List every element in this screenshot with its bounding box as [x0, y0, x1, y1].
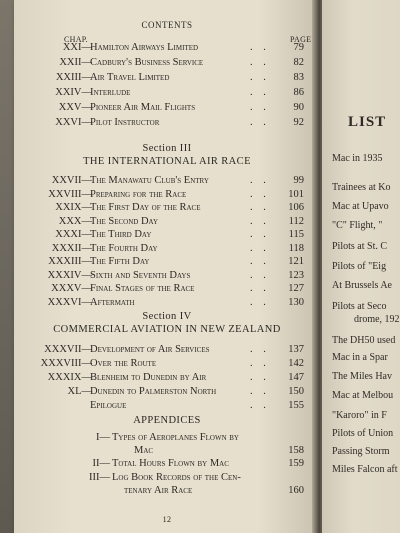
- section-4-label: Section IV: [142, 311, 192, 322]
- page-ref: 150: [288, 386, 304, 397]
- toc-entry: [14, 42, 320, 56]
- leader-dots: . .: [250, 296, 270, 308]
- page-ref: 106: [288, 202, 304, 213]
- list-page-title: LIST: [348, 114, 387, 130]
- toc-entry: [14, 202, 320, 216]
- chapter-number: XXIII—: [55, 72, 92, 83]
- page-ref: 130: [288, 296, 304, 308]
- list-entry: Miles Falcon aft: [332, 464, 398, 475]
- list-entry: Mac at Upavo: [332, 201, 389, 212]
- appendix-page-ref: 160: [288, 485, 304, 496]
- appendix-title: Types of Aeroplanes Flown by: [112, 432, 239, 443]
- page-ref: 112: [288, 215, 304, 227]
- toc-entry: [14, 386, 320, 400]
- chapter-title: Pioneer Air Mail Flights: [90, 102, 196, 113]
- leader-dots: . .: [250, 372, 270, 383]
- page-ref: 101: [288, 188, 304, 200]
- list-page: [322, 0, 400, 533]
- list-entry: Pilots at St. C: [332, 241, 388, 252]
- list-entry: drome, 192: [354, 314, 400, 325]
- toc-entry: [14, 372, 320, 386]
- leader-dots: . .: [250, 72, 270, 83]
- chapter-title: Blenheim to Dunedin by Air: [90, 372, 207, 383]
- leader-dots: . .: [250, 117, 270, 128]
- page-ref: 142: [288, 358, 304, 369]
- chapter-title: Preparing for the Race: [90, 188, 187, 200]
- appendix-number: III—: [89, 472, 110, 483]
- leader-dots: . .: [250, 269, 270, 281]
- chapter-title: Hamilton Airways Limited: [90, 42, 199, 53]
- chapter-number: XXXVI—: [47, 296, 92, 308]
- chapter-number: XXX—: [58, 215, 92, 227]
- chapter-number: XXVII—: [51, 175, 92, 186]
- leader-dots: . .: [250, 229, 270, 240]
- chapter-number: XXII—: [59, 57, 92, 68]
- leader-dots: . .: [250, 242, 270, 254]
- leader-dots: . .: [250, 344, 270, 355]
- toc-entry: [14, 270, 320, 284]
- chapter-number: XXVI—: [55, 117, 92, 128]
- page-ref: 83: [293, 72, 304, 83]
- appendix-page-ref: 159: [288, 458, 304, 469]
- page-column-header: PAGE: [290, 35, 312, 44]
- leader-dots: . .: [250, 400, 270, 411]
- chapter-number: XXI—: [62, 42, 92, 53]
- leader-dots: . .: [250, 358, 270, 369]
- toc-entry: [14, 358, 320, 372]
- chapter-title: The Third Day: [90, 229, 152, 240]
- chapter-column-header: CHAP.: [64, 35, 88, 44]
- appendix-title-continued: Mac: [134, 445, 154, 456]
- toc-entry: [14, 283, 320, 297]
- list-entry: "Karoro" in F: [332, 410, 387, 421]
- list-entry: Pilots of Union: [332, 428, 394, 439]
- chapter-title: Aftermath: [90, 296, 135, 308]
- leader-dots: . .: [250, 175, 270, 186]
- page-title: CONTENTS: [141, 20, 193, 30]
- list-entry: The Miles Hav: [332, 371, 392, 382]
- toc-entry: [14, 72, 320, 86]
- page-ref: 92: [293, 117, 304, 128]
- chapter-title: Epilogue: [90, 400, 127, 411]
- list-entry: Passing Storm: [332, 446, 390, 457]
- list-entry: Pilots at Seco: [332, 301, 387, 312]
- page-ref: 90: [293, 102, 304, 113]
- page-number: 12: [162, 515, 172, 524]
- chapter-title: Pilot Instructor: [90, 117, 160, 128]
- section-4-title: COMMERCIAL AVIATION IN NEW ZEALAND: [53, 324, 281, 335]
- leader-dots: . .: [250, 215, 270, 227]
- leader-dots: . .: [250, 202, 270, 213]
- toc-entry: [14, 57, 320, 71]
- chapter-title: The First Day of the Race: [90, 202, 201, 213]
- page-ref: 121: [288, 256, 304, 267]
- page-ref: 123: [288, 269, 304, 281]
- page-ref: 86: [293, 87, 304, 98]
- page-ref: 147: [288, 372, 304, 383]
- appendix-title-continued: tenary Air Race: [124, 485, 193, 496]
- chapter-number: XXXI—: [55, 229, 92, 240]
- list-entry: Mac in a Spar: [332, 352, 388, 363]
- chapter-number: XXXIX—: [47, 372, 92, 383]
- list-entry: The DH50 used: [332, 335, 396, 346]
- leader-dots: . .: [250, 57, 270, 68]
- chapter-title: The Fourth Day: [90, 242, 158, 254]
- leader-dots: . .: [250, 42, 270, 53]
- chapter-title: Air Travel Limited: [90, 72, 170, 83]
- toc-entry: [14, 229, 320, 243]
- toc-entry: [14, 87, 320, 101]
- chapter-number: XXXII—: [51, 242, 92, 254]
- leader-dots: . .: [250, 102, 270, 113]
- toc-entry: [14, 256, 320, 270]
- leader-dots: . .: [250, 188, 270, 200]
- chapter-number: XXXIV—: [47, 269, 92, 281]
- section-3-label: Section III: [142, 143, 192, 154]
- list-entry: Mac at Melbou: [332, 390, 394, 401]
- page-ref: 137: [288, 344, 304, 355]
- toc-entry: [14, 175, 320, 189]
- chapter-title: Over the Route: [90, 358, 157, 369]
- chapter-title: Cadbury's Business Service: [90, 57, 204, 68]
- list-entry: "C" Flight, ": [332, 220, 383, 231]
- chapter-title: Sixth and Seventh Days: [90, 269, 191, 281]
- chapter-number: XXVIII—: [48, 188, 92, 200]
- appendix-title: Log Book Records of the Cen-: [112, 472, 241, 483]
- section-3-title: THE INTERNATIONAL AIR RACE: [83, 156, 251, 167]
- appendix-number: I—: [96, 432, 110, 443]
- contents-page: [14, 0, 320, 533]
- leader-dots: . .: [250, 283, 270, 294]
- chapter-title: Final Stages of the Race: [90, 283, 195, 294]
- leader-dots: . .: [250, 256, 270, 267]
- toc-entry: [14, 400, 320, 414]
- leader-dots: . .: [250, 87, 270, 98]
- chapter-number: XXXVIII—: [40, 358, 92, 369]
- appendix-number: II—: [92, 458, 110, 469]
- page-ref: 79: [293, 42, 304, 53]
- chapter-number: XXIX—: [55, 202, 92, 213]
- appendix-title: Total Hours Flown by Mac: [112, 458, 229, 469]
- toc-entry: [14, 216, 320, 230]
- toc-entry: [14, 344, 320, 358]
- chapter-title: The Fifth Day: [90, 256, 150, 267]
- page-ref: 118: [288, 242, 304, 254]
- page-ref: 99: [293, 175, 304, 186]
- toc-entry: [14, 189, 320, 203]
- toc-entry: [14, 243, 320, 257]
- leader-dots: . .: [250, 386, 270, 397]
- page-ref: 115: [288, 229, 304, 240]
- chapter-title: The Second Day: [90, 215, 158, 227]
- toc-entry: [14, 117, 320, 131]
- chapter-number: XL—: [67, 386, 92, 397]
- chapter-title: Dunedin to Palmerston North: [90, 386, 217, 397]
- toc-entry: [14, 297, 320, 311]
- list-entry: At Brussels Ae: [332, 280, 392, 291]
- appendix-page-ref: 158: [288, 445, 304, 456]
- chapter-number: XXXV—: [51, 283, 92, 294]
- chapter-title: Development of Air Services: [90, 344, 210, 355]
- page-ref: 82: [293, 57, 304, 68]
- chapter-number: XXV—: [58, 102, 92, 113]
- chapter-number: XXIV—: [55, 87, 92, 98]
- chapter-number: XXXIII—: [48, 256, 92, 267]
- appendices-title: APPENDICES: [133, 415, 201, 426]
- chapter-number: XXXVII—: [44, 344, 92, 355]
- list-entry: Mac in 1935: [332, 153, 383, 164]
- chapter-title: The Manawatu Club's Entry: [90, 175, 209, 186]
- page-ref: 155: [288, 400, 304, 411]
- chapter-title: Interlude: [90, 87, 131, 98]
- toc-entry: [14, 102, 320, 116]
- list-entry: Trainees at Ko: [332, 182, 391, 193]
- page-ref: 127: [288, 283, 304, 294]
- list-entry: Pilots of "Eig: [332, 261, 387, 272]
